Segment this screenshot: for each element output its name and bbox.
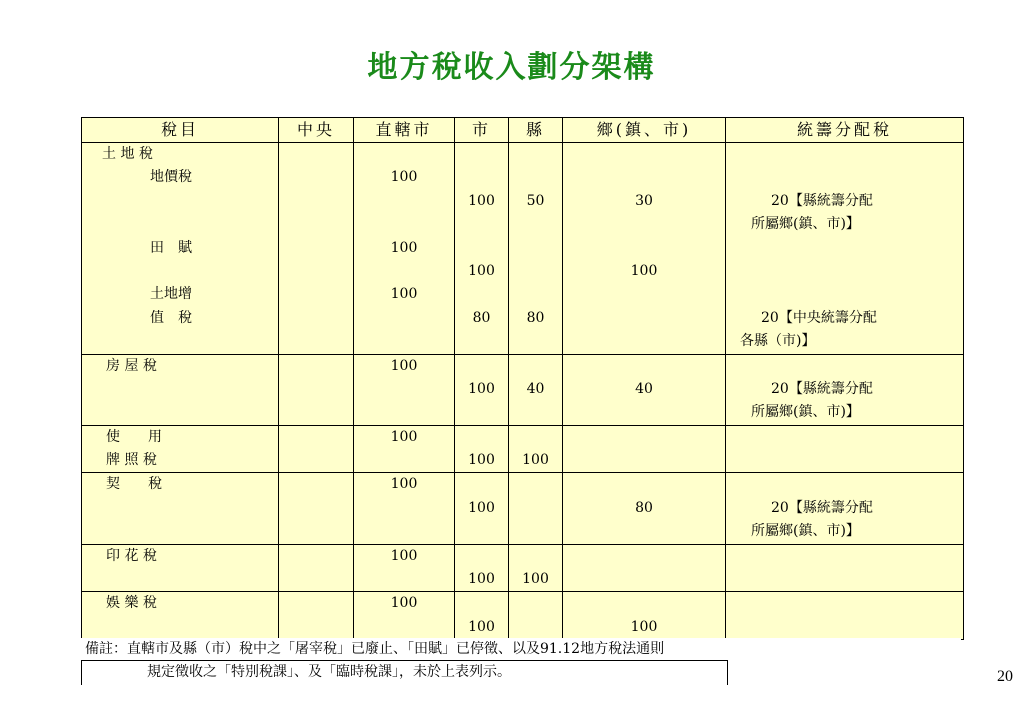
tax-name-line: 牌 照 稅 xyxy=(106,452,157,469)
county-cell xyxy=(509,354,563,425)
value xyxy=(509,497,562,520)
dist-line xyxy=(726,616,963,639)
central-cell xyxy=(279,143,354,355)
distribution-cell xyxy=(726,544,964,592)
value xyxy=(563,213,725,236)
tax-name-cell xyxy=(82,354,279,425)
value xyxy=(455,545,508,568)
township-cell xyxy=(563,544,726,592)
city-cell xyxy=(455,143,509,355)
value: 100 xyxy=(390,169,418,186)
value xyxy=(509,616,562,639)
value: 100 xyxy=(468,618,495,635)
value xyxy=(563,283,725,306)
dist-line xyxy=(726,143,963,166)
value xyxy=(354,616,454,639)
table-header-row xyxy=(82,118,964,143)
value: 100 xyxy=(390,547,418,564)
county-cell xyxy=(509,425,563,473)
value xyxy=(354,568,454,591)
central-cell xyxy=(279,592,354,640)
dist-line: 所屬鄉(鎮、市)】 xyxy=(751,216,860,233)
value: 100 xyxy=(468,452,495,469)
dist-line xyxy=(726,449,963,472)
value xyxy=(563,355,725,378)
value: 100 xyxy=(468,192,495,209)
table-row xyxy=(82,544,964,592)
value xyxy=(509,237,562,260)
tax-name-line xyxy=(82,497,278,520)
value: 100 xyxy=(390,476,418,493)
value: 100 xyxy=(630,618,658,635)
township-cell xyxy=(563,473,726,544)
tax-name-line: 田 賦 xyxy=(150,239,192,256)
county-cell xyxy=(509,592,563,640)
value: 100 xyxy=(468,262,495,279)
city-cell xyxy=(455,425,509,473)
value xyxy=(455,237,508,260)
value xyxy=(563,330,725,353)
value: 50 xyxy=(526,192,545,209)
value: 40 xyxy=(635,380,653,397)
central-cell xyxy=(279,354,354,425)
value xyxy=(354,190,454,213)
county-cell xyxy=(509,544,563,592)
tax-name-cell xyxy=(82,473,279,544)
value: 100 xyxy=(390,357,418,374)
value xyxy=(455,401,508,424)
tax-name-cell xyxy=(82,592,279,640)
dist-line: 所屬鄉(鎮、市)】 xyxy=(751,523,860,540)
tax-name-cell xyxy=(82,425,279,473)
value xyxy=(455,520,508,543)
tax-name-line: 地價稅 xyxy=(150,169,192,186)
value xyxy=(563,237,725,260)
value xyxy=(455,166,508,189)
value: 30 xyxy=(635,192,653,209)
dist-line: 所屬鄉(鎮、市)】 xyxy=(751,404,860,421)
dist-line: 20【縣統籌分配 xyxy=(771,499,873,516)
value: 100 xyxy=(468,380,495,397)
table-row xyxy=(82,425,964,473)
distribution-cell xyxy=(726,473,964,544)
distribution-cell xyxy=(726,143,964,355)
dist-line: 20【縣統籌分配 xyxy=(771,380,873,397)
tax-name-line xyxy=(82,378,278,401)
tax-name-line: 印 花 稅 xyxy=(106,547,157,564)
value: 100 xyxy=(390,239,418,256)
township-cell xyxy=(563,354,726,425)
table-row xyxy=(82,473,964,544)
value xyxy=(455,143,508,166)
value xyxy=(455,330,508,353)
value xyxy=(354,143,454,166)
value xyxy=(563,307,725,330)
value: 100 xyxy=(390,595,418,612)
value xyxy=(354,330,454,353)
dist-line xyxy=(726,260,963,283)
value xyxy=(354,497,454,520)
county-cell xyxy=(509,143,563,355)
central-cell xyxy=(279,425,354,473)
value xyxy=(563,166,725,189)
city-cell xyxy=(455,592,509,640)
dist-line xyxy=(726,592,963,615)
dist-line xyxy=(726,545,963,568)
value xyxy=(509,592,562,615)
tax-name-cell xyxy=(82,544,279,592)
municipality-cell xyxy=(354,592,455,640)
value xyxy=(563,401,725,424)
tax-name-line xyxy=(82,520,278,543)
municipality-cell xyxy=(354,143,455,355)
header-cell: 稅目 xyxy=(82,118,279,143)
value: 80 xyxy=(472,309,491,326)
value xyxy=(563,449,725,472)
dist-line xyxy=(726,426,963,449)
city-cell xyxy=(455,544,509,592)
township-cell xyxy=(563,592,726,640)
tax-name-line: 娛 樂 稅 xyxy=(106,595,157,612)
page-title: 地方稅收入劃分架構 xyxy=(367,50,656,85)
county-cell xyxy=(509,473,563,544)
value xyxy=(563,473,725,496)
header-cell: 縣 xyxy=(509,118,563,143)
dist-line xyxy=(726,473,963,496)
value xyxy=(509,426,562,449)
dist-line: 20【縣統籌分配 xyxy=(771,192,873,209)
value xyxy=(509,166,562,189)
value xyxy=(354,401,454,424)
dist-line xyxy=(726,568,963,591)
value xyxy=(509,213,562,236)
value xyxy=(563,568,725,591)
value xyxy=(509,283,562,306)
tax-name-line xyxy=(82,616,278,639)
tax-name-line: 值 稅 xyxy=(150,309,192,326)
municipality-cell xyxy=(354,544,455,592)
dist-line: 各縣（市)】 xyxy=(740,333,816,350)
value xyxy=(455,592,508,615)
value xyxy=(354,520,454,543)
tax-name-cell xyxy=(82,143,279,355)
municipality-cell xyxy=(354,425,455,473)
value xyxy=(509,355,562,378)
central-cell xyxy=(279,473,354,544)
value: 80 xyxy=(635,499,653,516)
header-cell: 鄉(鎮、市) xyxy=(563,118,726,143)
tax-name-line: 房 屋 稅 xyxy=(106,357,157,374)
value xyxy=(563,592,725,615)
tax-name-line: 契 稅 xyxy=(106,476,162,493)
table-row xyxy=(82,143,964,355)
dist-line xyxy=(726,166,963,189)
value xyxy=(509,401,562,424)
tax-name-line xyxy=(82,213,278,236)
header-cell: 市 xyxy=(455,118,509,143)
value xyxy=(509,473,562,496)
tax-name-line: 土地增 xyxy=(150,286,192,303)
value: 100 xyxy=(522,571,549,588)
value xyxy=(509,143,562,166)
header-cell: 中央 xyxy=(279,118,354,143)
footnote-divider xyxy=(81,660,728,685)
value xyxy=(354,378,454,401)
value xyxy=(509,520,562,543)
value: 100 xyxy=(630,262,658,279)
city-cell xyxy=(455,354,509,425)
tax-name-line xyxy=(82,190,278,213)
value xyxy=(563,143,725,166)
value xyxy=(509,330,562,353)
value xyxy=(354,307,454,330)
tax-name-line xyxy=(82,330,278,353)
tax-name-line: 土 地 稅 xyxy=(102,146,153,162)
value: 100 xyxy=(390,428,418,445)
value xyxy=(563,520,725,543)
tax-allocation-table xyxy=(81,117,964,640)
municipality-cell xyxy=(354,473,455,544)
value xyxy=(455,473,508,496)
value: 100 xyxy=(390,286,418,303)
tax-name-line xyxy=(82,568,278,591)
footnote-line: 規定徵收之「特別稅課」、及「臨時稅課」，未於上表列示。 xyxy=(147,664,511,681)
tax-name-line xyxy=(82,260,278,283)
tax-name-line: 使 用 xyxy=(106,428,162,445)
header-cell: 統籌分配稅 xyxy=(726,118,964,143)
table-row xyxy=(82,592,964,640)
value xyxy=(354,213,454,236)
value: 80 xyxy=(526,309,545,326)
footnote-line: 備註：直轄市及縣（市）稅中之「屠宰稅」已廢止、「田賦」已停徵、以及91.12地方稅法通則 xyxy=(85,641,665,657)
value: 100 xyxy=(468,499,495,516)
city-cell xyxy=(455,473,509,544)
central-cell xyxy=(279,544,354,592)
value xyxy=(455,426,508,449)
value: 100 xyxy=(522,452,549,469)
dist-line xyxy=(726,355,963,378)
dist-line xyxy=(726,283,963,306)
distribution-cell xyxy=(726,354,964,425)
header-cell: 直轄市 xyxy=(354,118,455,143)
page-number: 20 xyxy=(997,668,1013,685)
dist-line xyxy=(726,237,963,260)
municipality-cell xyxy=(354,354,455,425)
tax-name-line xyxy=(82,401,278,424)
value xyxy=(509,260,562,283)
distribution-cell xyxy=(726,425,964,473)
value xyxy=(354,449,454,472)
value: 40 xyxy=(526,380,545,397)
value xyxy=(455,283,508,306)
value xyxy=(354,260,454,283)
value: 100 xyxy=(468,571,495,588)
value xyxy=(563,545,725,568)
distribution-cell xyxy=(726,592,964,640)
table-row xyxy=(82,354,964,425)
value xyxy=(455,213,508,236)
dist-line: 20【中央統籌分配 xyxy=(761,309,877,326)
value xyxy=(455,355,508,378)
township-cell xyxy=(563,143,726,355)
value xyxy=(563,426,725,449)
value xyxy=(509,545,562,568)
township-cell xyxy=(563,425,726,473)
